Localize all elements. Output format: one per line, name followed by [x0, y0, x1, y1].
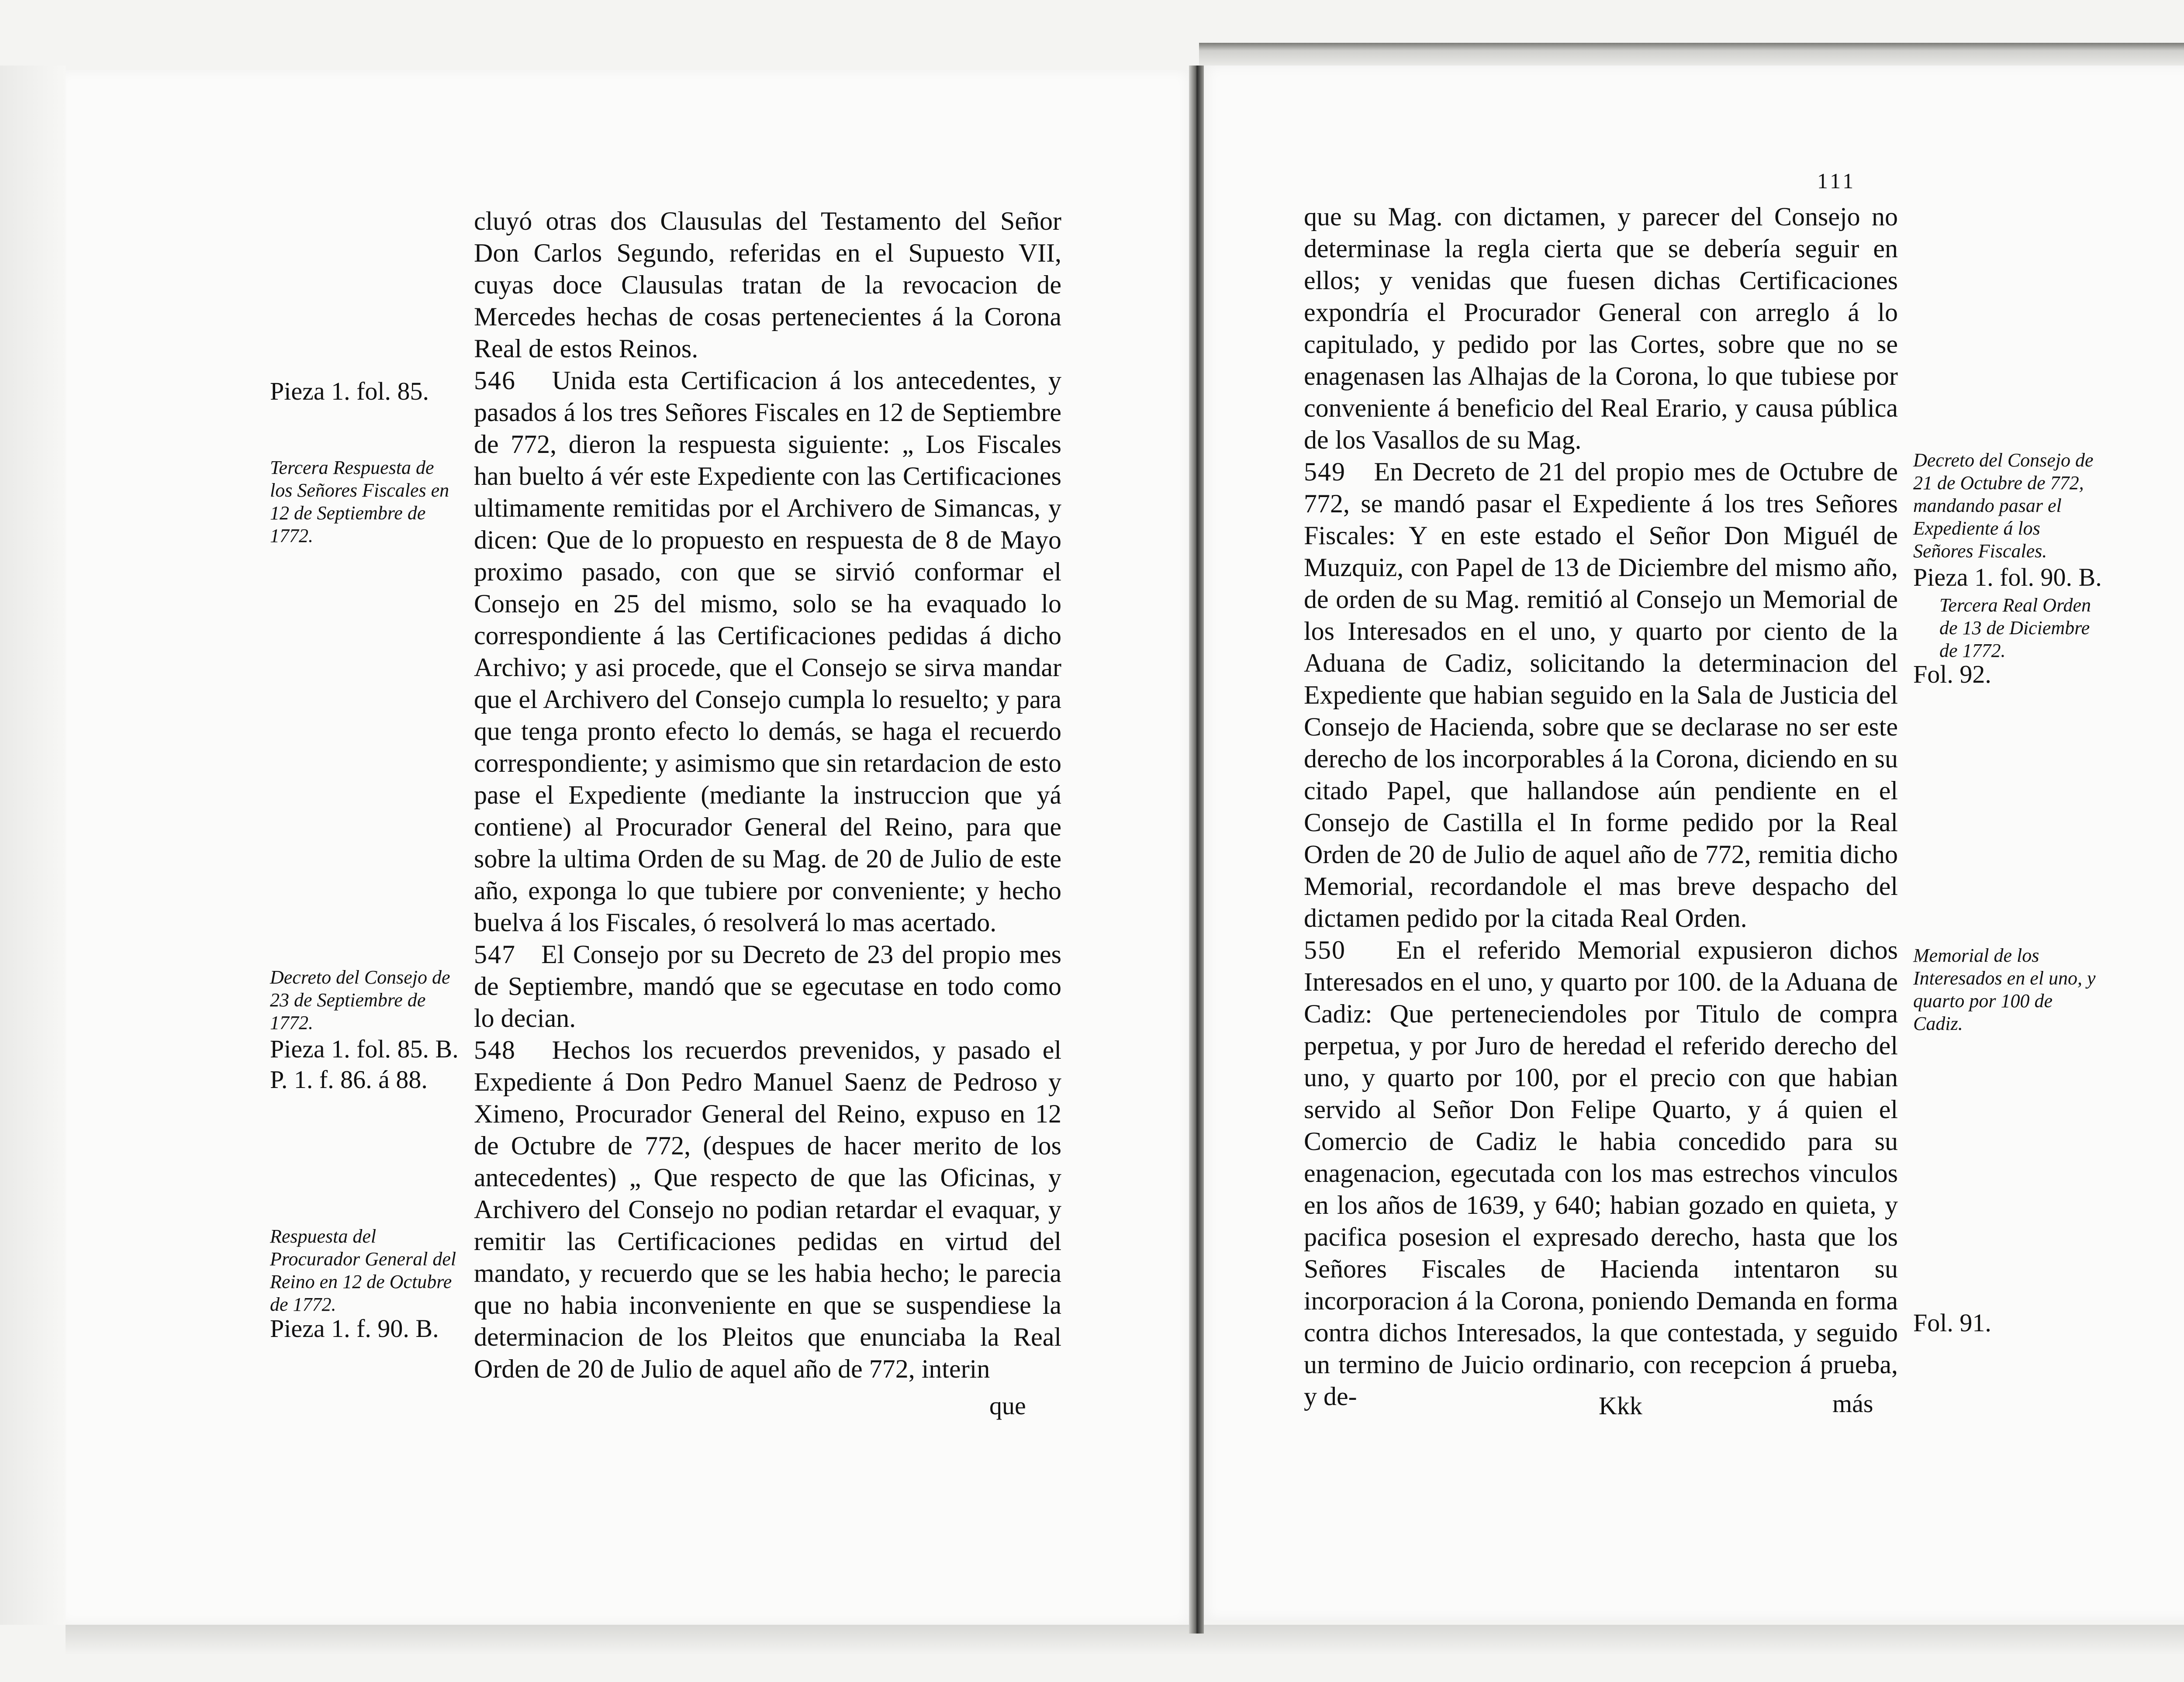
right-page-text — [1304, 201, 1898, 1413]
catchword-left: que — [989, 1392, 1026, 1420]
paragraph-number: 550 — [1304, 936, 1346, 964]
paragraph-intro: cluyó otras dos Clausulas del Testamento del Señor Don Carlos Segundo, referidas en el Supuesto VII, cuyas doce Clausulas tratan de la revocacion de Mercedes hechas de cosas pertenecientes á la Corona Real de estos Reinos. — [474, 207, 1061, 363]
page-edge-left — [0, 66, 66, 1625]
margin-note-right-1: Decreto del Consejo de 21 de Octubre de 772, mandando pasar el Expediente á los Señores Fiscales. — [1913, 449, 2094, 562]
margin-ref-right-2: Fol. 92. — [1913, 660, 1991, 688]
margin-note-left-3: Respuesta del Procurador General del Reino en 12 de Octubre de 1772. — [270, 1226, 456, 1315]
signature-mark: Kkk — [1599, 1392, 1642, 1420]
margin-note-right-2: Tercera Real Orden de 13 de Diciembre de 1772. — [1939, 594, 2091, 661]
paragraph-text: Hechos los recuerdos prevenidos, y pasado el Expediente á Don Pedro Manuel Saenz de Pedroso y Ximeno, Procurador General del Reino, expuso en 12 de Octubre de 772, (despues de hacer merito de los antecedentes) „ Que respecto de que las Oficinas, y Archivero del Consejo no podian retardar el evaquar, y remitir las Certificaciones pedidas en virtud del mandato, y recuerdo que se les habia hecho; le parecia que no habia inconveniente en que se suspendiese la determinacion de los Pleitos que enunciaba la Real Orden de 20 de Julio de aquel año de 772, interin — [474, 1036, 1062, 1383]
margin-note-right-3: Memorial de los Interesados en el uno, y quarto por 100 de Cadiz. — [1913, 945, 2096, 1034]
page-edge-bottom — [66, 1625, 2184, 1655]
paragraph-continued: que su Mag. con dictamen, y parecer del Consejo no determinase la regla cierta que se debería seguir en ellos; y venidas que fuesen dichas Certificaciones expondría el Procurador General con arreglo á lo capitulado, y pedido por las Cortes, sobre que no se enagenasen las Alhajas de la Corona, lo que tubiese por conveniente á beneficio del Real Erario, y causa pública de los Vasallos de su Mag. — [1304, 202, 1898, 454]
paragraph-number: 548 — [474, 1036, 516, 1064]
margin-ref-left-1: Pieza 1. fol. 85. — [270, 377, 429, 405]
paragraph-text: El Consejo por su Decreto de 23 del propio mes de Septiembre, mandó que se egecutase en todo como lo decian. — [474, 940, 1061, 1033]
margin-note-left-1: Tercera Respuesta de los Señores Fiscales en 12 de Septiembre de 1772. — [270, 457, 449, 546]
page-edge-top — [1199, 43, 2184, 69]
margin-ref-left-4: Pieza 1. f. 90. B. — [270, 1314, 439, 1343]
margin-ref-left-3: P. 1. f. 86. á 88. — [270, 1065, 428, 1094]
paragraph-text: Unida esta Certificacion á los antecedentes, y pasados á los tres Señores Fiscales en 12 de Septiembre de 772, dieron la respuesta siguiente: „ Los Fiscales han buelto á vér este Expediente con las Certificaciones ultimamente remitidas por el Archivero de Simancas, y dicen: Que de lo propuesto en respuesta de 8 de Mayo proximo pasado, con que se sirvió conformar el Consejo en 25 del mismo, solo se ha evaquado lo correspondiente á las Certificaciones pedidas á dicho Archivo; y asi procede, que el Consejo se sirva mandar que el Archivero del Consejo cumpla lo resuelto; y para que tenga pronto efecto lo demás, se haga el recuerdo correspondiente; y asimismo que sin retardacion de esto pase el Expediente (mediante la instruccion que yá contiene) al Procurador General del Reino, para que sobre la ultima Orden de su Mag. de 20 de Julio de este año, exponga lo que tubiere por conveniente; y hecho buelva á los Fiscales, ó resolverá lo mas acertado. — [474, 366, 1061, 937]
left-page-text — [474, 205, 1061, 1385]
paragraph-number: 549 — [1304, 457, 1346, 486]
paragraph-548 — [474, 1034, 1061, 1385]
catchword-right: más — [1832, 1389, 1873, 1418]
margin-note-left-2: Decreto del Consejo de 23 de Septiembre de 1772. — [270, 967, 450, 1033]
page-number: 111 — [1817, 169, 1856, 193]
margin-ref-right-3: Fol. 91. — [1913, 1309, 1991, 1337]
margin-ref-right-1: Pieza 1. fol. 90. B. — [1913, 563, 2102, 591]
paragraph-547 — [474, 939, 1061, 1034]
paragraph-number: 547 — [474, 940, 516, 969]
paragraph-550 — [1304, 934, 1898, 1413]
paragraph-text: En Decreto de 21 del propio mes de Octubre de 772, se mandó pasar el Expediente á los tres Señores Fiscales: Y en este estado el Señor Don Miguél de Muzquiz, con Papel de 13 de Diciembre del mismo año, de orden de su Mag. remitió al Consejo un Memorial de los Interesados en el uno, y quarto por ciento de la Aduana de Cadiz, solicitando la determinacion del Expediente que habian seguido en la Sala de Justicia del Consejo de Hacienda, sobre que se declarase no ser este derecho de los incorporables á la Corona, diciendo en su citado Papel, que hallandose aún pendiente en el Consejo de Castilla el In forme pedido por la Real Orden de 20 de Julio de aquel año de 772, remitia dicho Memorial, recordandole el mas breve despacho del dictamen pedido por la citada Real Orden. — [1304, 457, 1898, 933]
paragraph-text: En el referido Memorial expusieron dichos Interesados en el uno, y quarto por 100. de la Aduana de Cadiz: Que perteneciendoles por Titulo de compra perpetua, y por Juro de heredad el referido derecho del uno, y quarto por 100, por el precio con que habian servido al Señor Don Felipe Quarto, y á quien el Comercio de Cadiz le habia concedido para su enagenacion, egecutada con los mas estrechos vinculos en los años de 1639, y 640; habian gozado en quieta, y pacifica posesion el expresado derecho, hasta que los Señores Fiscales de Hacienda intentaron su incorporacion á la Corona, poniendo Demanda en forma contra dichos Interesados, la que contestada, y seguido un termino de Juicio ordinario, con recepcion á prueba, y de- — [1304, 936, 1898, 1411]
paragraph-549 — [1304, 456, 1898, 934]
margin-ref-left-2: Pieza 1. fol. 85. B. — [270, 1035, 459, 1063]
paragraph-number: 546 — [474, 366, 516, 395]
book-gutter — [1189, 66, 1204, 1634]
paragraph-546 — [474, 365, 1061, 939]
